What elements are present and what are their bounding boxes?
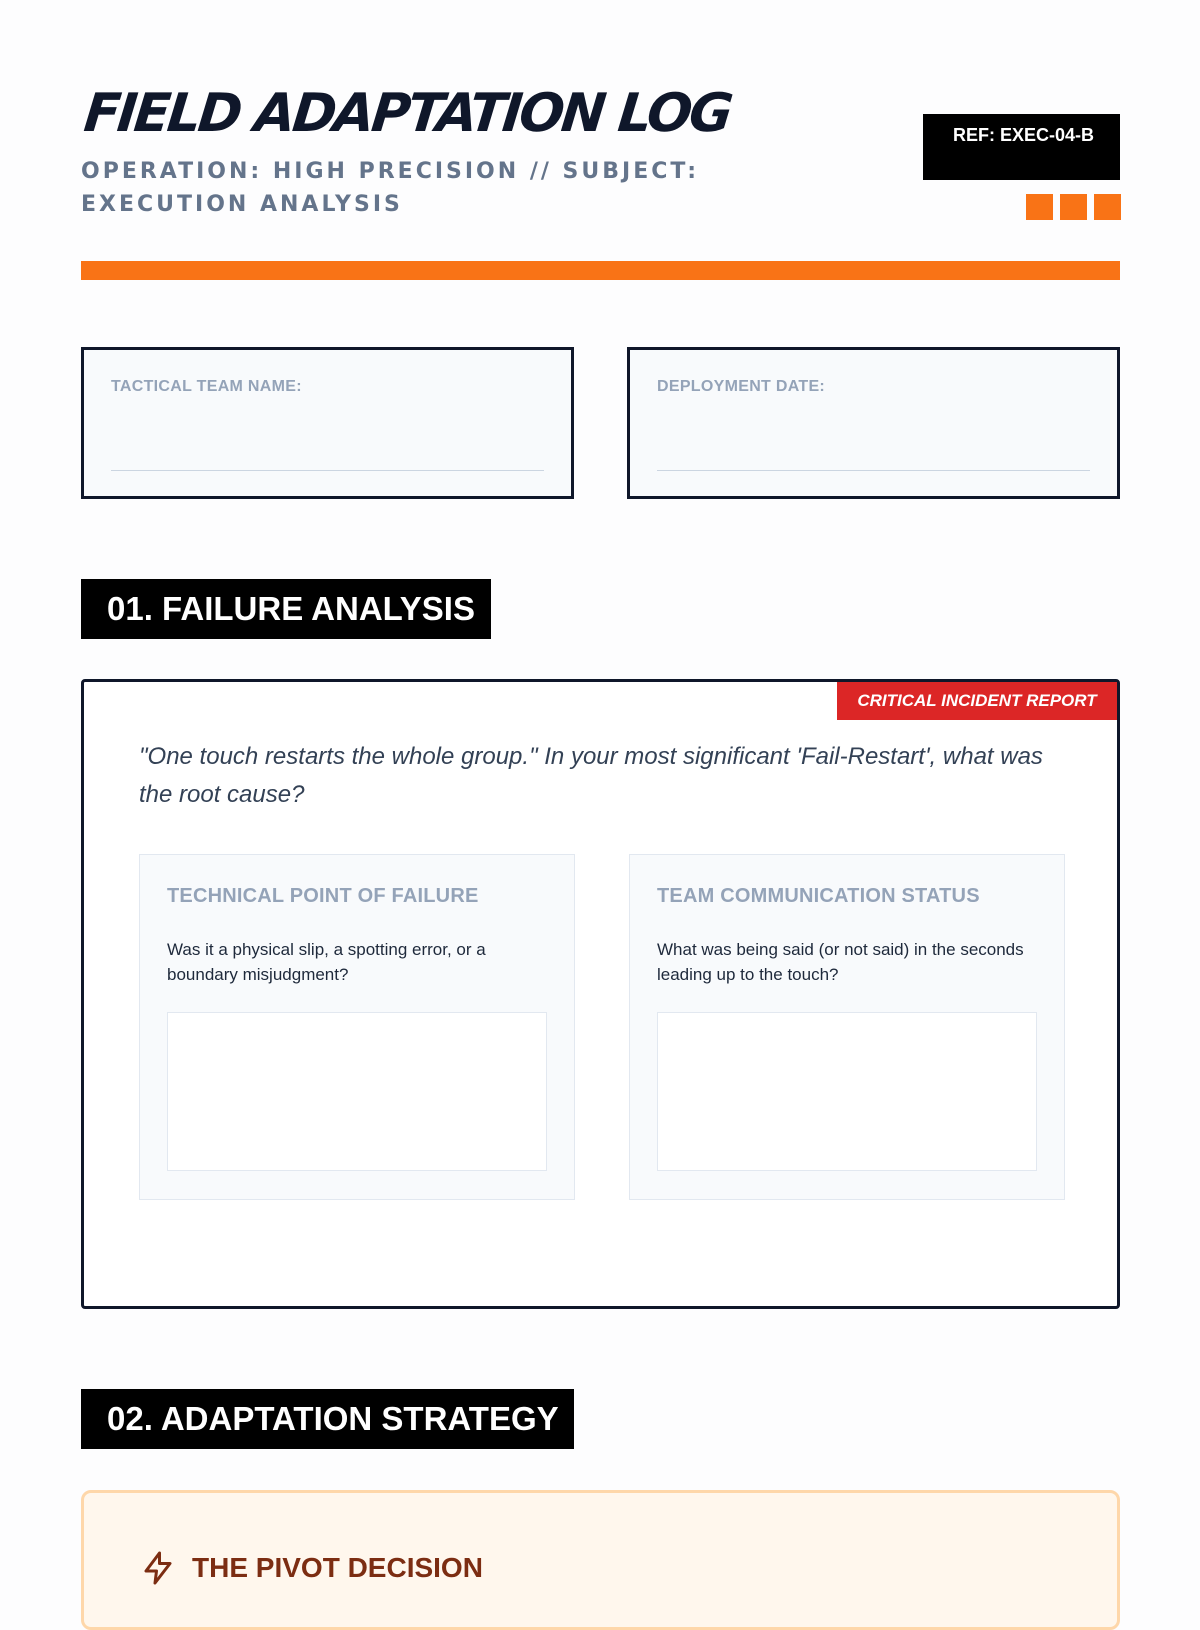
team-name-input-line[interactable] — [111, 470, 544, 471]
panel-description: Was it a physical slip, a spotting error, or a boundary misjudgment? — [167, 940, 486, 984]
decorative-squares — [1026, 194, 1121, 220]
document-page — [81, 0, 1120, 1600]
panel-title: TECHNICAL POINT OF FAILURE — [167, 885, 479, 907]
document-subtitle: OPERATION: HIGH PRECISION // SUBJECT: EXECUTION ANALYSIS — [81, 159, 699, 217]
team-name-label: TACTICAL TEAM NAME: — [111, 378, 302, 395]
document-title: FIELD ADAPTATION LOG — [81, 83, 734, 144]
technical-failure-panel — [139, 854, 575, 1200]
critical-incident-tag: CRITICAL INCIDENT REPORT — [837, 682, 1117, 720]
panel-description: What was being said (or not said) in the seconds leading up to the touch? — [657, 940, 1024, 984]
header-divider — [81, 261, 1120, 280]
reference-badge: REF: EXEC-04-B — [923, 114, 1120, 180]
team-name-field[interactable] — [81, 347, 574, 499]
panel-title: TEAM COMMUNICATION STATUS — [657, 885, 980, 907]
section-heading-failure-analysis: 01. FAILURE ANALYSIS — [81, 579, 491, 639]
orange-square — [1026, 194, 1053, 220]
failure-analysis-card — [81, 679, 1120, 1309]
deployment-date-field[interactable] — [627, 347, 1120, 499]
lightning-bolt-icon — [140, 1549, 176, 1587]
section-heading-adaptation-strategy: 02. ADAPTATION STRATEGY — [81, 1389, 574, 1449]
technical-failure-answer-box[interactable] — [167, 1012, 547, 1171]
communication-status-panel — [629, 854, 1065, 1200]
pivot-decision-title: THE PIVOT DECISION — [192, 1552, 483, 1583]
communication-status-answer-box[interactable] — [657, 1012, 1037, 1171]
pivot-decision-card — [81, 1490, 1120, 1630]
deployment-date-label: DEPLOYMENT DATE: — [657, 378, 826, 395]
deployment-date-input-line[interactable] — [657, 470, 1090, 471]
orange-square — [1060, 194, 1087, 220]
failure-prompt: "One touch restarts the whole group." In your most significant 'Fail-Restart', what was the root cause? — [139, 743, 1043, 808]
orange-square — [1094, 194, 1121, 220]
